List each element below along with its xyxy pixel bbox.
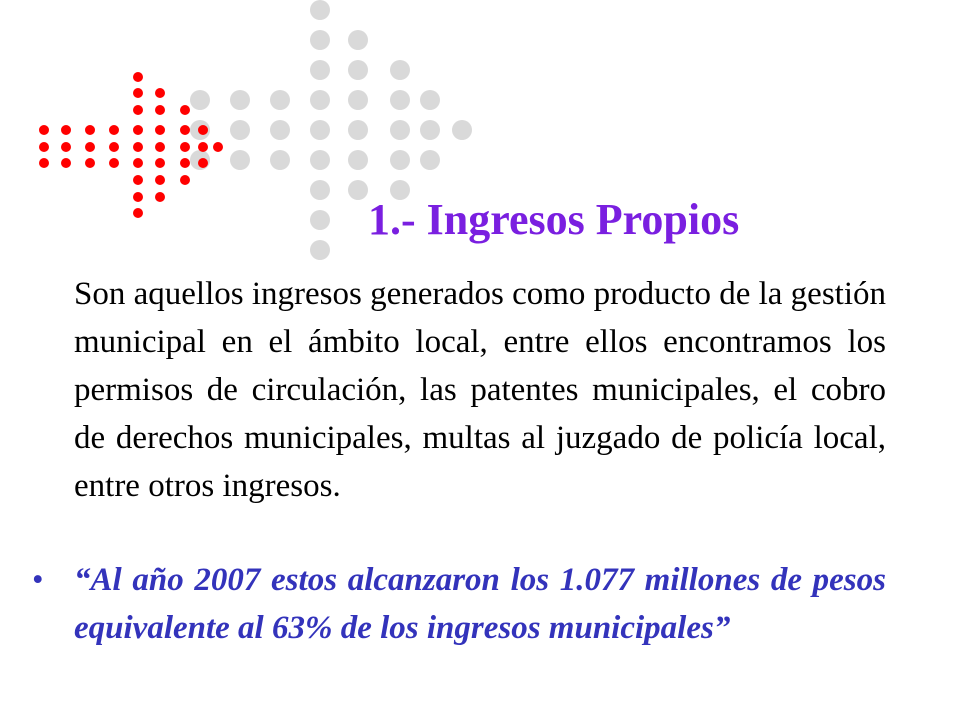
grey-dot (310, 210, 330, 230)
red-dot (85, 125, 95, 135)
red-dot (133, 192, 143, 202)
grey-dot (420, 150, 440, 170)
grey-dot (310, 240, 330, 260)
red-dot (180, 175, 190, 185)
grey-dot (270, 90, 290, 110)
red-dot (133, 142, 143, 152)
grey-dot (390, 60, 410, 80)
red-dot (155, 175, 165, 185)
red-dot (39, 158, 49, 168)
grey-dot (310, 60, 330, 80)
grey-dot (390, 90, 410, 110)
grey-dot (310, 180, 330, 200)
grey-dot (348, 120, 368, 140)
grey-dot (348, 150, 368, 170)
red-dot (180, 142, 190, 152)
grey-dot (310, 120, 330, 140)
grey-dot (420, 90, 440, 110)
red-dot (180, 125, 190, 135)
red-dot (198, 142, 208, 152)
red-dot (180, 158, 190, 168)
grey-dot (390, 120, 410, 140)
red-dot (155, 125, 165, 135)
grey-dot (310, 150, 330, 170)
red-dot (155, 105, 165, 115)
red-dot (198, 125, 208, 135)
red-dot (180, 105, 190, 115)
grey-dot (270, 150, 290, 170)
red-dot (155, 158, 165, 168)
grey-dot (348, 60, 368, 80)
grey-dot (310, 90, 330, 110)
red-dot (213, 142, 223, 152)
slide-title: 1.- Ingresos Propios (368, 195, 740, 244)
bullet-item (32, 556, 886, 652)
grey-dot (348, 30, 368, 50)
red-dot (61, 142, 71, 152)
red-dot (85, 158, 95, 168)
bullet-marker: • (32, 562, 44, 598)
red-dot (133, 72, 143, 82)
red-dot (39, 125, 49, 135)
red-dot (133, 88, 143, 98)
red-dot (155, 192, 165, 202)
red-dot (39, 142, 49, 152)
grey-dot (348, 180, 368, 200)
red-dot (155, 142, 165, 152)
grey-dot (348, 90, 368, 110)
red-dot (61, 125, 71, 135)
red-dot (133, 105, 143, 115)
grey-dot (420, 120, 440, 140)
grey-dot (230, 90, 250, 110)
grey-dot (230, 150, 250, 170)
red-dot (133, 175, 143, 185)
bullet-text: “Al año 2007 estos alcanzaron los 1.077 millones de pesos equivalente al 63% de los ingresos municipales” (74, 562, 886, 646)
red-dot (85, 142, 95, 152)
red-dot (133, 158, 143, 168)
red-dot (198, 158, 208, 168)
red-dot (155, 88, 165, 98)
grey-dot (452, 120, 472, 140)
grey-dot (270, 120, 290, 140)
red-dot (109, 158, 119, 168)
body-paragraph: Son aquellos ingresos generados como producto de la gestión municipal en el ámbito local, entre ellos encontramos los permisos de circulación, las patentes municipales, el cobro de derechos municipales, multas al juzgado de policía local, entre otros ingresos. (74, 276, 886, 504)
grey-dot (230, 120, 250, 140)
red-dot (133, 125, 143, 135)
grey-dot (310, 0, 330, 20)
red-dot (61, 158, 71, 168)
grey-dot (390, 150, 410, 170)
red-dot (133, 208, 143, 218)
red-dot (109, 125, 119, 135)
grey-dot (190, 90, 210, 110)
grey-dot (310, 30, 330, 50)
red-dot (109, 142, 119, 152)
